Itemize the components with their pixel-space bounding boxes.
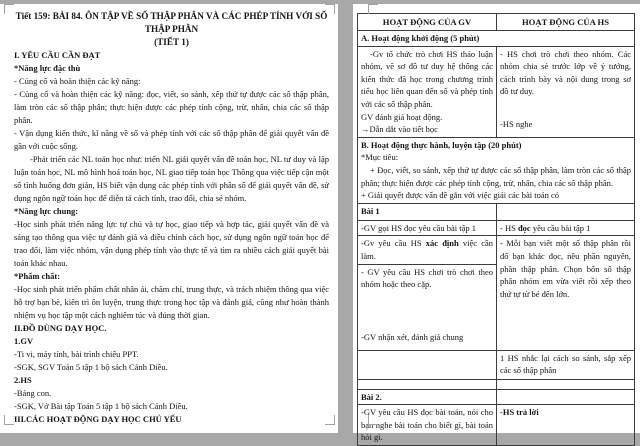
paragraph: -SGK, Vở Bài tập Toán 5 tập 1 bộ sách Cánh Diều. [14,401,188,411]
activity-table [357,13,635,446]
table-cell [358,405,497,446]
page-title: Tiết 159: BÀI 84. ÔN TẬP VỀ SỐ THẬP PHÂN VÀ CÁC PHÉP TÍNH VỚI SỐ THẬP PHÂN [15,11,328,34]
table-cell-paragraph: GV đánh giá hoạt động. [361,111,443,122]
document-body [14,49,329,426]
text-run: đọc [517,222,531,233]
table-cell-paragraph: -GV nhận xét, đánh giá chung [361,331,464,342]
text-run: -Gv yêu cầu HS [361,238,426,249]
crop-mark-right-bottom-left [368,415,378,425]
table-cell [358,31,635,47]
section-heading: *Năng lực chung: [14,206,79,216]
table-cell-paragraph: →Dẫn dắt vào tiết học [361,124,438,135]
table-row [358,236,635,264]
table-cell-paragraph: *Mục tiêu: [361,152,399,163]
table-cell-paragraph: 1 HS nhắc lại cách so sánh, sắp xếp các số thập phân [500,352,631,376]
table-cell [497,46,635,137]
text-run: xác định [425,238,459,249]
table-cell-paragraph: -HS nghe [500,118,533,129]
table-row [358,379,635,389]
table-cell [358,264,497,350]
table-cell [497,236,635,350]
table-cell [358,379,497,389]
paragraph: - Củng cố và hoàn thiện các kỹ năng: [14,76,141,86]
table-cell [358,350,497,379]
paragraph: -Ti vi, máy tính, bài trình chiếu PPT. [14,349,139,359]
crop-mark-left-top-left [4,4,14,14]
section-heading: 1.GV [14,336,34,346]
paragraph: -Học sinh phát triển phẩm chất nhân ái, chăm chỉ, trung thực, và trách nhiệm thông qua việc hỗ trợ bạn bè, kiên trì ôn luyện, trung thực trong học tập và đánh giá, cũng như hoàn thành nhiệm vụ học tập một cách nghiêm túc và đúng thời gian. [14,284,329,320]
table-cell [497,203,635,220]
table-row [358,389,635,405]
table-cell-paragraph: + Đọc, viết, so sánh, xếp thứ tự được các số thập phân, làm tròn các số thập phân; thực hiện được các phép tính cộng, trừ, nhân, chia các số thập phân. [361,164,631,188]
table-row [358,137,635,203]
table-header-row [358,14,635,31]
section-heading: 2.HS [14,375,32,385]
lesson-plan-page-right [353,4,640,443]
table-cell [358,220,497,236]
table-cell [358,203,497,220]
crop-mark-left-top-right [325,4,335,14]
paragraph: -Bảng con. [14,388,52,398]
section-heading: *Phẩm chất: [14,271,61,281]
table-cell-paragraph: B. Hoạt động thực hành, luyện tập (20 phút) [361,139,522,150]
lesson-plan-text [14,10,329,433]
table-cell [358,46,497,137]
table-cell [497,389,635,405]
table-cell-paragraph: + Giải quyết được vấn đề gắn với việc giải các bài toán có [361,190,559,201]
table-cell-paragraph [361,237,493,262]
lesson-plan-page-left [0,4,338,433]
table-row [358,46,635,137]
table-cell [497,220,635,236]
table-row [358,203,635,220]
table-cell-paragraph: - GV yêu cầu HS chơi trò chơi theo nhóm hoặc theo cặp. [361,266,493,290]
activity-table-body [358,31,635,446]
paragraph: - Củng cố và hoàn thiện các kỹ năng: đọc, viết, so sánh, xếp thứ tự được các số thập phân, làm tròn các số thập phân; thực hiện được các phép tính cộng, trừ, nhân, chia các số thập phân. [14,89,329,125]
crop-mark-left-bottom-right [325,415,335,425]
table-cell [497,379,635,389]
text-run: việc cần làm. [361,238,493,261]
table-header-gv: HOẠT ĐỘNG CỦA GV [358,14,497,31]
table-cell-paragraph [500,222,631,235]
table-cell [497,350,635,379]
table-row [358,220,635,236]
page-subtitle: (TIẾT 1) [154,37,189,47]
crop-mark-right-top-left [368,4,378,14]
table-cell [358,236,497,264]
table-row [358,405,635,446]
table-row [358,31,635,47]
table-cell-paragraph: -HS trả lời [500,407,539,418]
table-cell [358,137,635,203]
section-heading: II.ĐỒ DÙNG DẠY HỌC. [14,323,107,333]
table-cell-paragraph: Bài 1 [361,205,380,216]
table-cell-paragraph: A. Hoạt động khởi động (5 phút) [361,33,480,43]
table-cell-paragraph: -GV gọi HS đọc yêu cầu bài tập 1 [361,222,477,233]
table-cell-paragraph: -GV yêu cầu HS đọc bài toán, nói cho bạn nghe bài toán cho biết gì, bài toán hỏi gì. [361,407,493,443]
table-row [358,350,635,379]
section-heading: I. YÊU CẦU CẦN ĐẠT [14,50,101,60]
paragraph: -Phát triển các NL toán học như: triển NL giải quyết vấn đề toán học, NL tư duy và lập luận toán học, NL mô hình hoá toán học, NL giao tiếp toán học Thông qua việc tiếp cận một số tình huống đơn giản, HS biết vận dụng các phép tính với phân số để giải quyết vấn đề, sử dụng ngôn ngữ toán học để diễn tả cách tính, trao đổi, chia sẻ nhóm. [14,154,329,203]
text-run: - HS [500,222,518,233]
paragraph: -SGK, SGV Toán 5 tập 1 bộ sách Cánh Diều. [14,362,168,372]
section-heading: III.CÁC HOẠT ĐỘNG DẠY HỌC CHỦ YẾU [14,414,182,424]
section-heading: *Năng lực đặc thù [14,63,81,73]
table-cell [358,389,497,405]
table-cell [497,405,635,446]
table-cell-paragraph: -Gv tổ chức trò chơi HS thảo luận nhóm, vẽ sơ đồ tư duy hệ thống các kiến thức đã học trong chương trình tiểu học liên quan đến số và phép tính với các số thập phân. [361,48,493,109]
text-run: yêu cầu bài tập 1 [530,222,591,233]
table-cell-paragraph: Bài 2. [361,391,382,402]
table-header-hs: HOẠT ĐỘNG CỦA HS [497,14,635,31]
table-cell-paragraph: - HS chơi trò chơi theo nhóm. Các nhóm chia sẻ trước lớp về ý tưởng, cách trình bày và nội dung trong sơ đồ tư duy. [500,48,631,97]
crop-mark-left-bottom-left [4,415,14,425]
paragraph: - Vận dụng kiến thức, kĩ năng về số và phép tính với các số thập phân để giải quyết vấn đề gần với cuộc sống. [14,128,329,151]
table-cell-paragraph: - Mỗi bạn viết một số thập phân rồi đố bạn khác đọc, nêu phần nguyên, phần thập phân. Chọn bốn số thập phân nhóm em vừa viết rồi xếp theo thứ tự từ bé đến lớn. [500,238,631,299]
paragraph: -Học sinh phát triển năng lực tự chủ và tự học, giao tiếp và hợp tác, giải quyết vấn đề và sáng tạo thông qua việc tự đánh giá và điều chỉnh cách học, sử dụng ngôn ngữ toán học để trao đổi, làm việc nhóm, vận dụng phép tính vào thực tế và tìm ra nhiều cách giải quyết bài toán khác nhau. [14,219,329,268]
